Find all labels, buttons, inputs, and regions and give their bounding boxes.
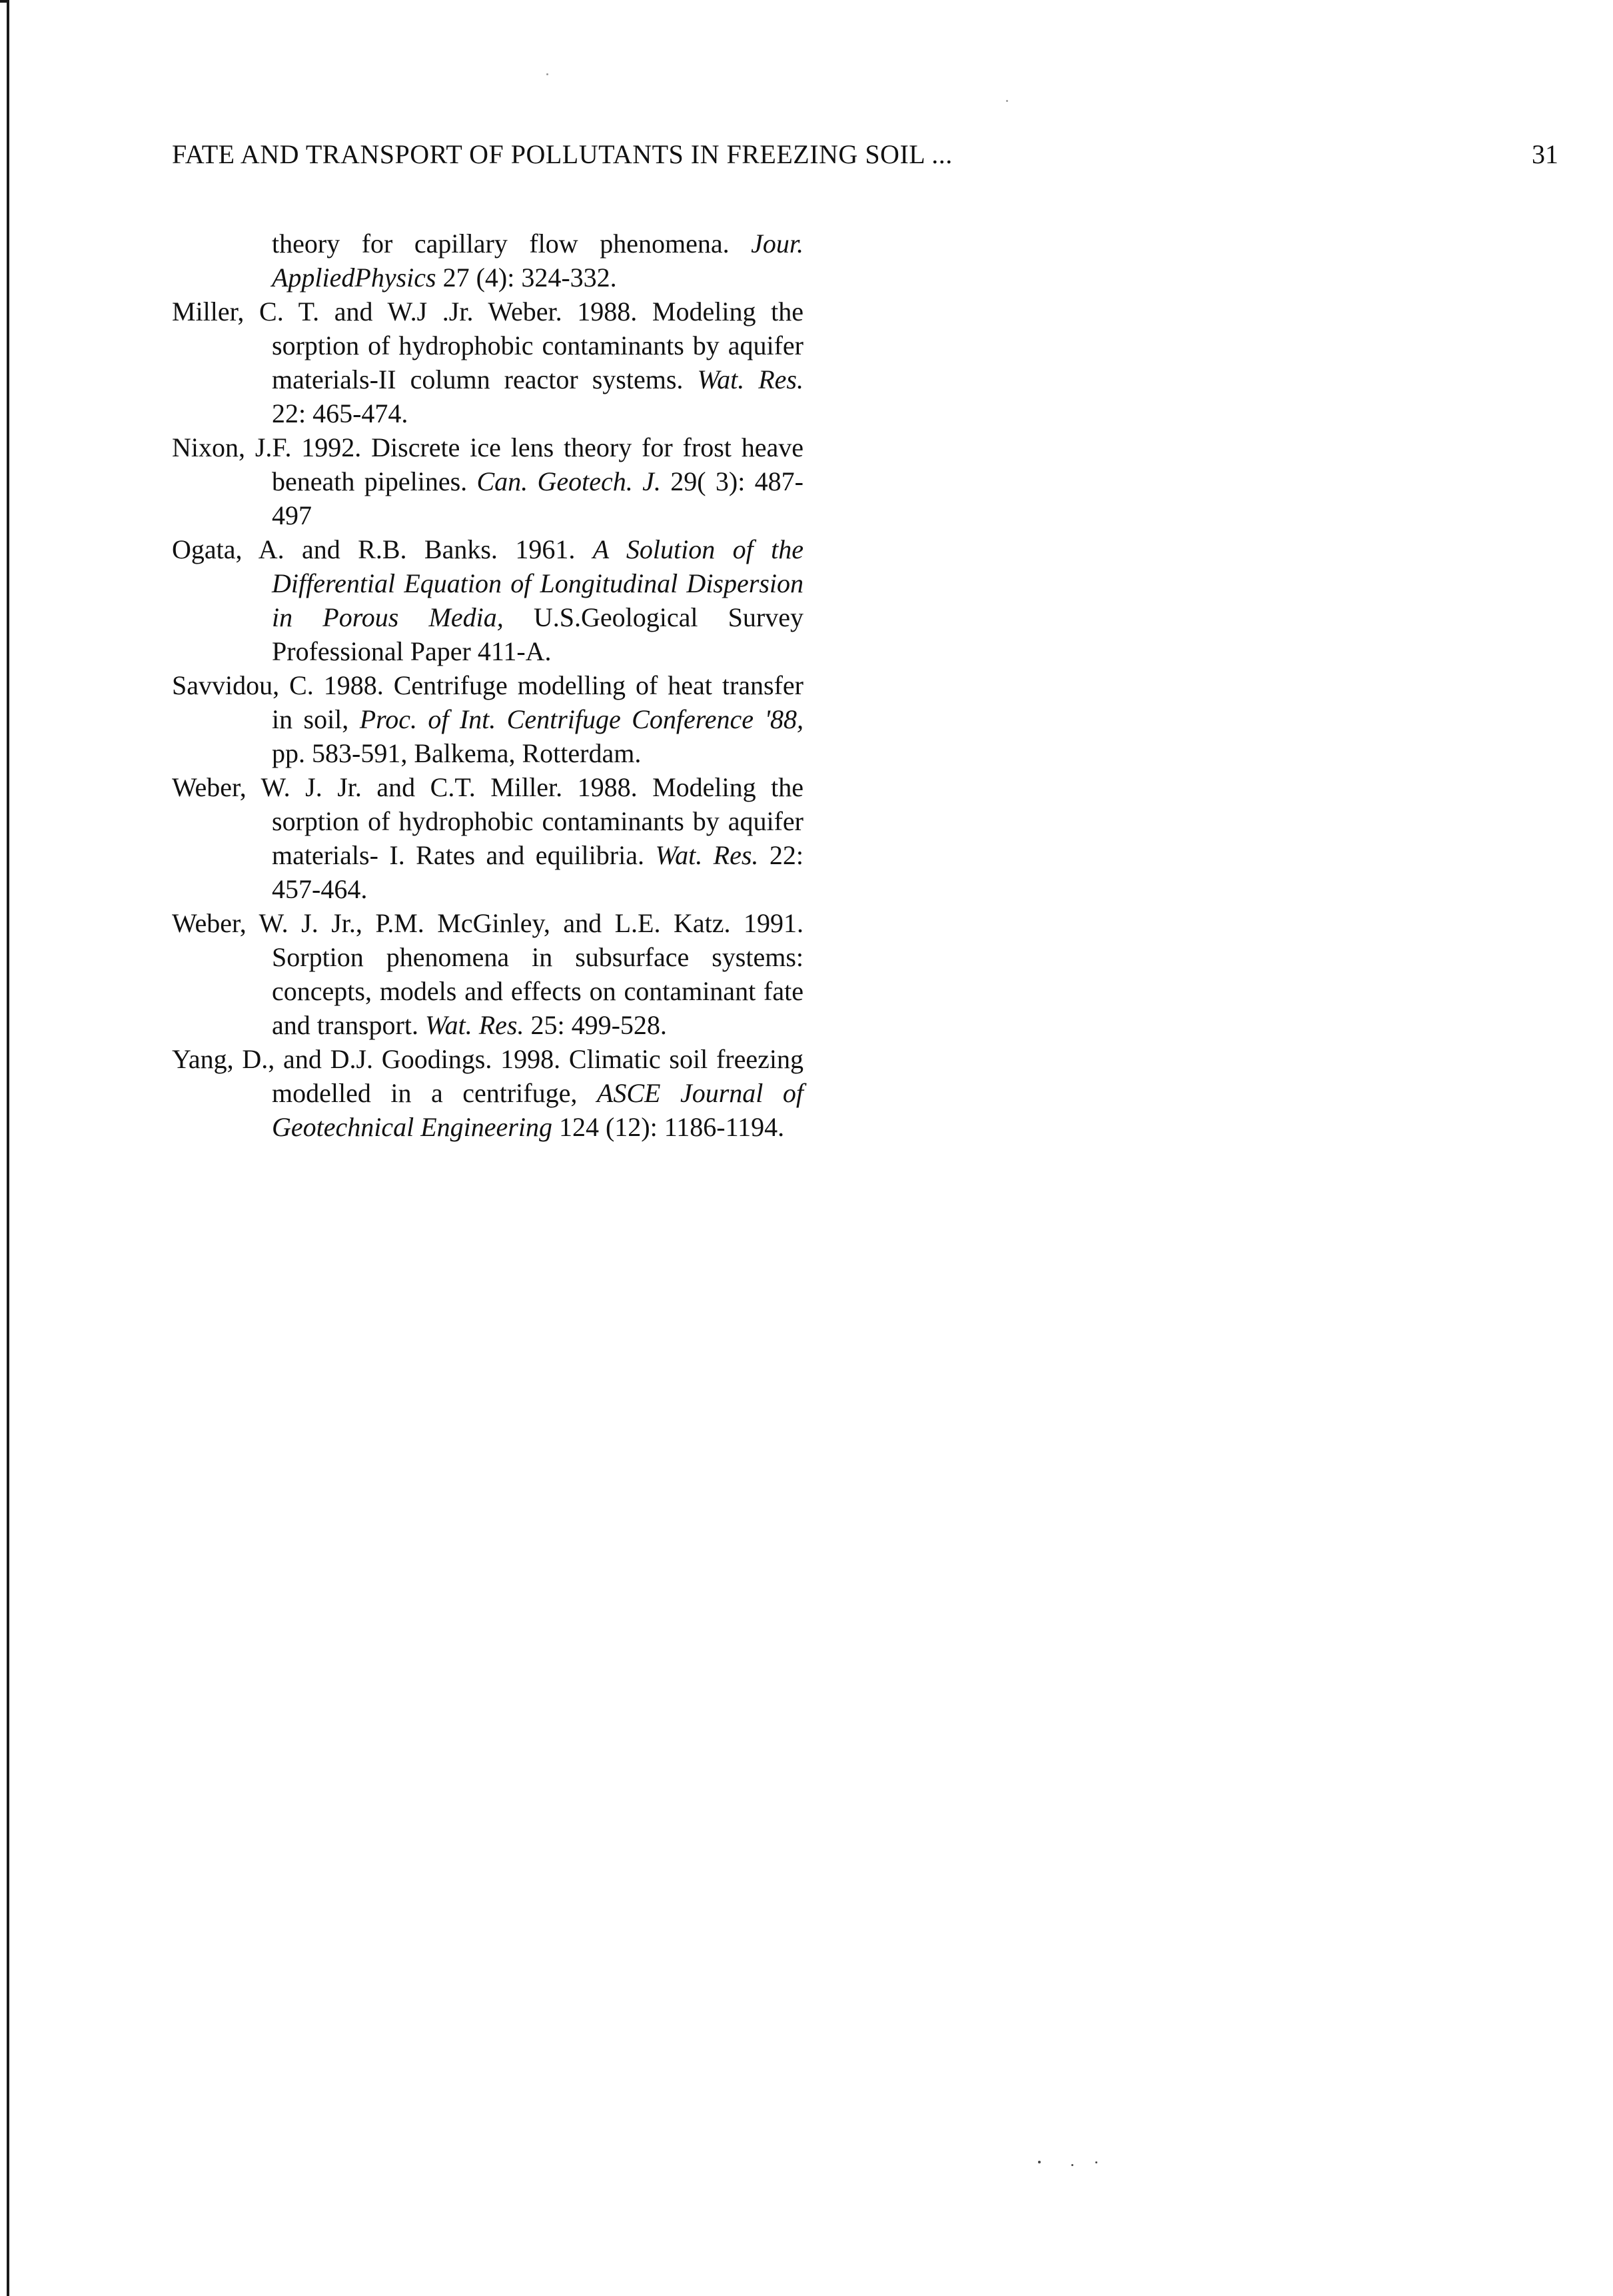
reference-journal: Proc. of Int. Centrifuge Conference '88,	[359, 704, 804, 734]
reference-details: 27 (4): 324-332.	[436, 263, 617, 292]
reference-entry	[172, 430, 804, 532]
reference-text: Nixon, J.F. 1992. Discrete ice lens theory for frost heave beneath pipelines.	[172, 432, 804, 496]
reference-list	[172, 227, 804, 1144]
reference-text: Miller, C. T. and W.J .Jr. Weber. 1988. Modeling the sorption of hydrophobic contaminants by aquifer materials-II column reactor systems.	[172, 296, 804, 394]
reference-entry	[172, 906, 804, 1042]
scan-speck	[1071, 2164, 1073, 2166]
page-number: 31	[1532, 139, 1558, 169]
scan-speck	[1006, 100, 1008, 102]
reference-journal: Wat. Res.	[424, 1010, 524, 1040]
reference-details: pp. 583-591, Balkema, Rotterdam.	[272, 738, 642, 768]
reference-details: 22: 457-464.	[272, 840, 804, 904]
scan-speck	[546, 73, 548, 75]
reference-entry	[172, 294, 804, 430]
reference-details: 29( 3): 487-497	[272, 466, 804, 530]
reference-entry	[172, 532, 804, 668]
reference-details: U.S.Geological Survey Professional Paper 411-A.	[272, 602, 804, 666]
reference-text: Savvidou, C. 1988. Centrifuge modelling of heat transfer in soil,	[172, 670, 804, 734]
reference-entry	[172, 227, 804, 294]
reference-text: Weber, W. J. Jr. and C.T. Miller. 1988. Modeling the sorption of hydrophobic contaminants by aquifer materials- I. Rates and equilibria.	[172, 772, 804, 870]
reference-entry	[172, 770, 804, 906]
reference-journal: Wat. Res.	[655, 840, 759, 870]
reference-entry	[172, 1042, 804, 1144]
reference-details: 124 (12): 1186-1194.	[552, 1112, 785, 1142]
reference-journal: Wat. Res.	[697, 364, 804, 394]
reference-journal: Can. Geotech. J.	[476, 466, 661, 496]
running-title: FATE AND TRANSPORT OF POLLUTANTS IN FREEZING SOIL ...	[172, 139, 953, 169]
page-edge-tick	[0, 0, 9, 3]
scan-speck	[1095, 2161, 1097, 2163]
reference-journal: ASCE Journal of Geotechnical Engineering	[272, 1078, 804, 1142]
reference-text: Yang, D., and D.J. Goodings. 1998. Climatic soil freezing modelled in a centrifuge,	[172, 1044, 804, 1108]
page-edge-line	[7, 0, 9, 2296]
reference-journal: Jour. AppliedPhysics	[272, 229, 804, 292]
reference-title: A Solution of the Differential Equation of Longitudinal Dispersion in Porous Media,	[272, 534, 804, 632]
reference-text: Ogata, A. and R.B. Banks. 1961.	[172, 534, 593, 564]
reference-entry	[172, 668, 804, 770]
reference-text: theory for capillary flow phenomena.	[272, 229, 752, 259]
reference-text: Weber, W. J. Jr., P.M. McGinley, and L.E. Katz. 1991. Sorption phenomena in subsurface systems: concepts, models and effects on contaminant fate and transport.	[172, 908, 804, 1040]
reference-details: 25: 499-528.	[524, 1010, 667, 1040]
scan-speck	[1038, 2161, 1041, 2163]
reference-details: 22: 465-474.	[272, 398, 408, 428]
